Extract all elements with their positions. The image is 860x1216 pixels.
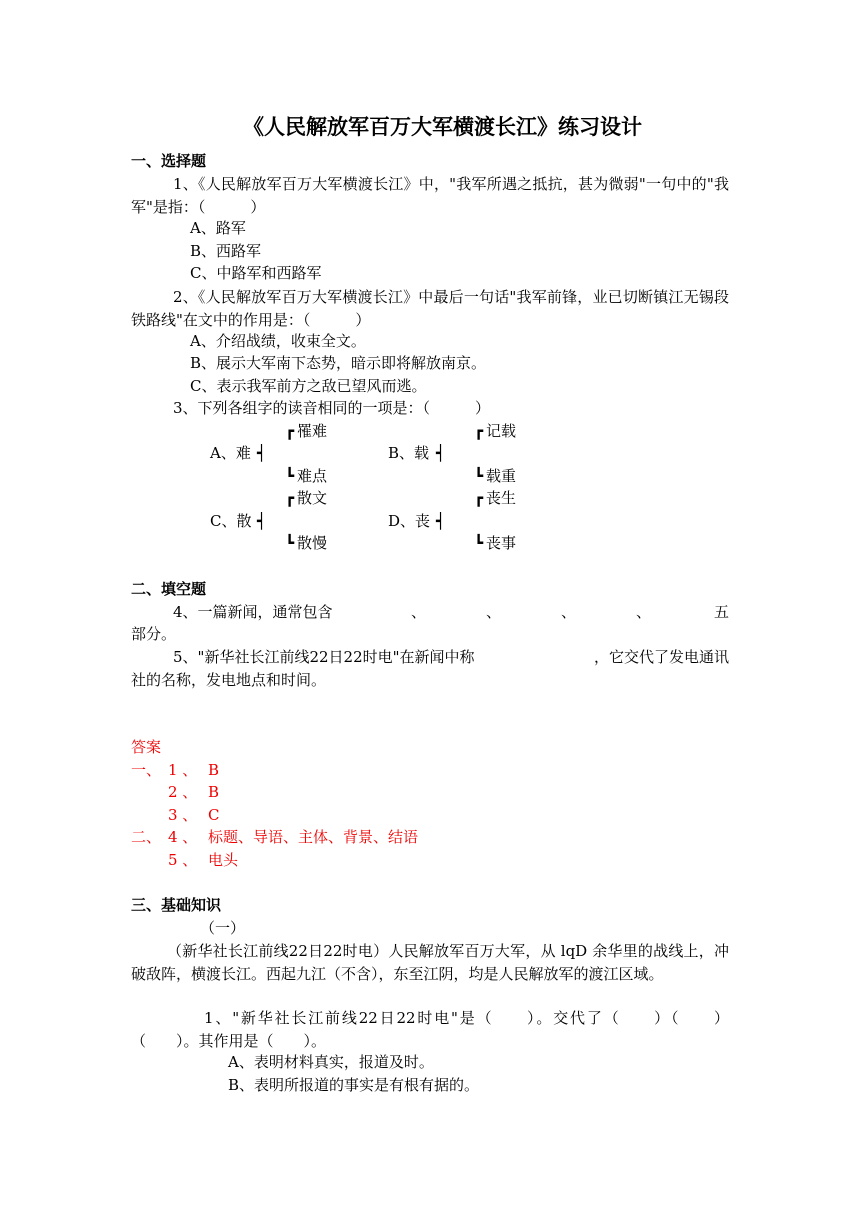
answer-value: C xyxy=(208,806,220,824)
answer-prefix: 二、 xyxy=(131,828,162,846)
bracket-mid: ┥ xyxy=(436,512,446,530)
bracket-mid: ┥ xyxy=(257,512,267,530)
section-heading-basics: 三、基础知识 xyxy=(131,896,222,914)
option-label: C、散 xyxy=(210,512,252,530)
word-bottom: 难点 xyxy=(297,467,328,485)
answer-value: 标题、导语、主体、背景、结语 xyxy=(208,828,419,846)
q4-end: 五 xyxy=(714,603,730,621)
word-bottom: 散慢 xyxy=(297,534,328,552)
answers-heading: 答案 xyxy=(131,738,162,756)
bracket-top: ┏ xyxy=(474,489,484,507)
section-heading-choice: 一、选择题 xyxy=(131,152,207,170)
q5-line2: 社的名称，发电地点和时间。 xyxy=(131,671,327,689)
question-2: 2、《人民解放军百万大军横渡长江》中最后一句话"我军前锋，业已切断镇江无锡段铁路线"在文中的作用是：（ ） xyxy=(131,288,729,329)
q4-line2: 部分。 xyxy=(131,625,177,643)
section-heading-fill: 二、填空题 xyxy=(131,580,207,598)
word-top: 散文 xyxy=(297,489,328,507)
bracket-top: ┏ xyxy=(285,489,295,507)
answer-value: B xyxy=(208,783,220,801)
word-top: 罹难 xyxy=(297,422,328,440)
word-bottom: 载重 xyxy=(486,467,517,485)
q5-text: 5、"新华社长江前线22日22时电"在新闻中称 xyxy=(173,648,475,666)
s3-option-a: A、表明材料真实，报道及时。 xyxy=(228,1053,434,1071)
answer-value: B xyxy=(208,761,220,779)
q5-text-cont: ，它交代了发电通讯 xyxy=(594,648,730,666)
section3-question-1: 1、"新华社长江前线22日22时电"是（ ）。交代了（ ）（ ）（ ）。其作用是（ ）。 xyxy=(131,1009,729,1050)
page-title: 《人民解放军百万大军横渡长江》练习设计 xyxy=(243,114,642,139)
answer-num: 2 、 xyxy=(168,783,198,801)
word-bottom: 丧事 xyxy=(486,534,517,552)
q1-option-b: B、西路军 xyxy=(190,242,262,260)
bracket-mid: ┥ xyxy=(257,444,267,462)
q4-sep-2: 、 xyxy=(486,603,502,621)
word-top: 丧生 xyxy=(486,489,517,507)
answer-num: 1 、 xyxy=(168,761,198,779)
q4-sep-3: 、 xyxy=(561,603,577,621)
answer-num: 3 、 xyxy=(168,806,198,824)
q2-option-c: C、表示我军前方之敌已望风而逃。 xyxy=(190,377,427,395)
word-top: 记载 xyxy=(486,422,517,440)
bracket-top: ┏ xyxy=(474,422,484,440)
answer-prefix: 一、 xyxy=(131,761,162,779)
option-label: D、丧 xyxy=(388,512,431,530)
option-label: A、难 xyxy=(210,444,251,462)
bracket-bottom: ┗ xyxy=(285,467,295,485)
q1-option-a: A、路军 xyxy=(190,219,246,237)
q2-option-a: A、介绍战绩，收束全文。 xyxy=(190,332,366,350)
bracket-mid: ┥ xyxy=(436,444,446,462)
question-1: 1、《人民解放军百万大军横渡长江》中，"我军所遇之抵抗，甚为微弱"一句中的"我军"是指：（ ） xyxy=(131,175,729,216)
passage: （新华社长江前线22日22时电）人民解放军百万大军，从 lqD 余华里的战线上，冲破敌阵，横渡长江。西起九江（不含），东至江阴，均是人民解放军的渡江区域。 xyxy=(131,942,729,983)
q4-sep-4: 、 xyxy=(636,603,652,621)
question-3: 3、下列各组字的读音相同的一项是：（ ） xyxy=(173,399,491,417)
q1-option-c: C、中路军和西路军 xyxy=(190,264,322,282)
bracket-bottom: ┗ xyxy=(285,534,295,552)
bracket-bottom: ┗ xyxy=(474,534,484,552)
answer-value: 电头 xyxy=(208,851,239,869)
answer-num: 4 、 xyxy=(168,828,198,846)
q2-option-b: B、展示大军南下态势，暗示即将解放南京。 xyxy=(190,354,487,372)
subsection-label: （一） xyxy=(200,919,246,937)
bracket-bottom: ┗ xyxy=(474,467,484,485)
q4-sep-1: 、 xyxy=(411,603,427,621)
bracket-top: ┏ xyxy=(285,422,295,440)
s3-option-b: B、表明所报道的事实是有根有据的。 xyxy=(228,1076,480,1094)
option-label: B、载 xyxy=(388,444,430,462)
q4-text: 4、一篇新闻，通常包含 xyxy=(173,603,333,621)
answer-num: 5 、 xyxy=(168,851,198,869)
